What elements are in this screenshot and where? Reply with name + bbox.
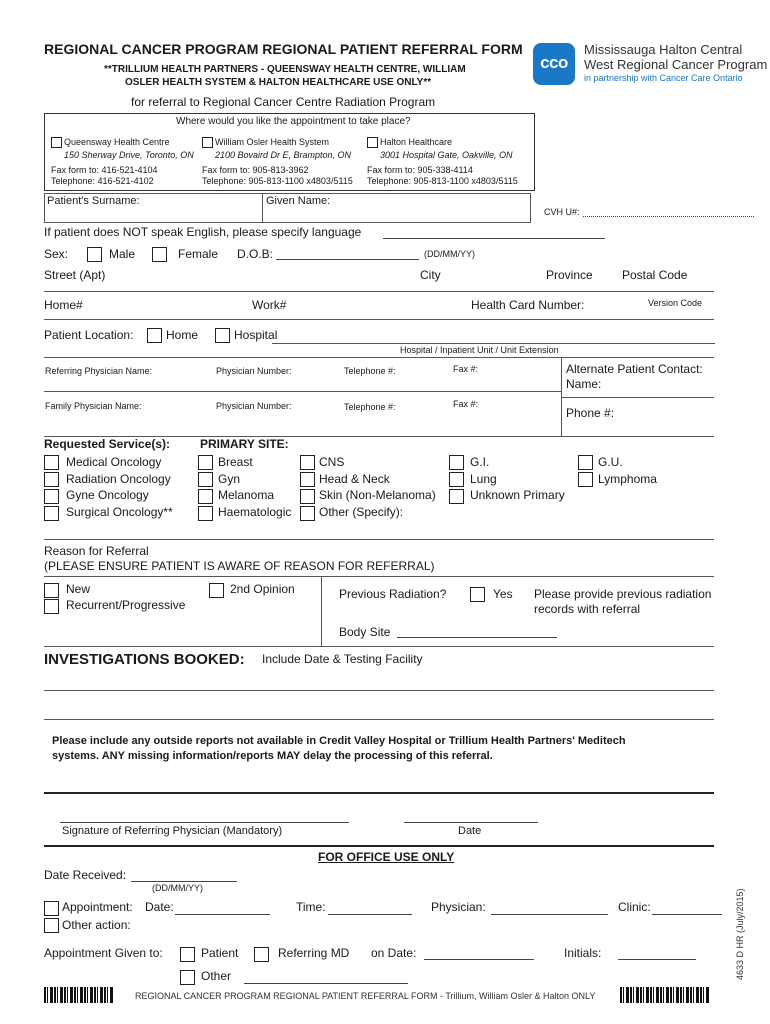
date-received-label: Date Received: bbox=[44, 868, 127, 882]
checkbox-given-patient[interactable] bbox=[180, 947, 195, 962]
footer-text: REGIONAL CANCER PROGRAM REGIONAL PATIENT REFERRAL FORM - Trillium, William Osler & Halton ONLY bbox=[135, 991, 596, 1001]
signature-field[interactable] bbox=[60, 822, 349, 823]
checkbox-gyne-oncology[interactable] bbox=[44, 489, 59, 504]
female-label: Female bbox=[178, 247, 219, 261]
site-halton-address: 3001 Hospital Gate, Oakville, ON bbox=[380, 150, 513, 160]
investigations-line-1[interactable] bbox=[44, 690, 714, 691]
site-halton-fax: Fax form to: 905-338-4114 bbox=[367, 165, 473, 175]
checkbox-previous-radiation-yes[interactable] bbox=[470, 587, 485, 602]
province-label: Province bbox=[546, 268, 593, 282]
service-radiation-oncology: Radiation Oncology bbox=[66, 472, 171, 486]
checkbox-second-opinion[interactable] bbox=[209, 583, 224, 598]
site-lung: Lung bbox=[470, 472, 497, 486]
street-label: Street (Apt) bbox=[44, 268, 106, 282]
appointment-physician-field[interactable] bbox=[491, 914, 608, 915]
referring-fax-label: Fax #: bbox=[453, 364, 479, 374]
site-cns: CNS bbox=[319, 455, 345, 469]
alt-contact-label: Alternate Patient Contact: bbox=[566, 362, 703, 376]
appointment-time-label: Time: bbox=[296, 900, 326, 914]
referring-telephone-label: Telephone #: bbox=[344, 366, 396, 376]
checkbox-medical-oncology[interactable] bbox=[44, 455, 59, 470]
body-site-label: Body Site bbox=[339, 625, 391, 639]
referring-physician-label: Referring Physician Name: bbox=[45, 366, 153, 376]
checkbox-appointment[interactable] bbox=[44, 901, 59, 916]
given-on-date-field[interactable] bbox=[424, 959, 534, 960]
cco-logo bbox=[533, 43, 575, 85]
subtitle-line2: OSLER HEALTH SYSTEM & HALTON HEALTHCARE USE ONLY** bbox=[125, 77, 432, 88]
provide-records-line1: Please provide previous radiation bbox=[534, 587, 712, 601]
checkbox-lymphoma[interactable] bbox=[578, 472, 593, 487]
reason-second-opinion-label: 2nd Opinion bbox=[230, 582, 295, 596]
site-osler-address: 2100 Bovaird Dr E, Brampton, ON bbox=[215, 150, 352, 160]
appointment-date-label: Date: bbox=[145, 900, 174, 914]
checkbox-gyn[interactable] bbox=[198, 472, 213, 487]
form-title: REGIONAL CANCER PROGRAM REGIONAL PATIENT REFERRAL FORM bbox=[44, 41, 523, 57]
given-other-field[interactable] bbox=[244, 983, 408, 984]
org-name-line2: West Regional Cancer Program bbox=[584, 57, 768, 72]
checkbox-halton[interactable] bbox=[367, 137, 378, 148]
alt-contact-phone-label: Phone #: bbox=[566, 406, 615, 420]
checkbox-location-hospital[interactable] bbox=[215, 328, 230, 343]
reason-recurrent-label: Recurrent/Progressive bbox=[66, 598, 186, 612]
other-action-label: Other action: bbox=[62, 918, 131, 932]
surname-label: Patient's Surname: bbox=[47, 195, 140, 207]
site-halton-name: Halton Healthcare bbox=[380, 137, 453, 147]
given-patient-label: Patient bbox=[201, 946, 239, 960]
checkbox-queensway[interactable] bbox=[51, 137, 62, 148]
checkbox-other-site[interactable] bbox=[300, 506, 315, 521]
family-telephone-label: Telephone #: bbox=[344, 402, 396, 412]
form-code-vertical: 4633 D HR (July/2015) bbox=[735, 888, 745, 980]
site-lymphoma: Lymphoma bbox=[598, 472, 657, 486]
family-fax-label: Fax #: bbox=[453, 399, 479, 409]
appointment-clinic-label: Clinic: bbox=[618, 900, 651, 914]
checkbox-female[interactable] bbox=[152, 247, 167, 262]
requested-services-label: Requested Service(s): bbox=[44, 437, 171, 451]
service-surgical-oncology: Surgical Oncology** bbox=[66, 505, 173, 519]
site-gyn: Gyn bbox=[218, 472, 241, 486]
investigations-line-2[interactable] bbox=[44, 719, 714, 720]
notice-line1: Please include any outside reports not available in Credit Valley Hospital or Trillium Health Partners' Meditech bbox=[52, 735, 626, 747]
home-phone-label: Home# bbox=[44, 298, 83, 312]
site-queensway-phone: Telephone: 416-521-4102 bbox=[51, 176, 154, 186]
dob-format: (DD/MM/YY) bbox=[424, 249, 475, 259]
city-label: City bbox=[420, 268, 441, 282]
site-unknown-primary: Unknown Primary bbox=[470, 488, 565, 502]
checkbox-haematologic[interactable] bbox=[198, 506, 213, 521]
provide-records-line2: records with referral bbox=[534, 602, 641, 616]
version-code-label: Version Code bbox=[648, 298, 703, 308]
signature-date-label: Date bbox=[458, 825, 482, 837]
dob-label: D.O.B: bbox=[237, 247, 274, 261]
initials-label: Initials: bbox=[564, 946, 602, 960]
site-skin: Skin (Non-Melanoma) bbox=[319, 488, 436, 502]
family-physician-label: Family Physician Name: bbox=[45, 401, 142, 411]
given-name-label: Given Name: bbox=[266, 195, 331, 207]
hospital-unit-label: Hospital / Inpatient Unit / Unit Extension bbox=[400, 345, 559, 355]
site-osler-phone: Telephone: 905-813-1100 x4803/5115 bbox=[202, 176, 353, 186]
given-on-date-label: on Date: bbox=[371, 946, 417, 960]
family-physician-number-label: Physician Number: bbox=[216, 401, 292, 411]
given-referring-md-label: Referring MD bbox=[278, 946, 350, 960]
initials-field[interactable] bbox=[618, 959, 696, 960]
postal-code-label: Postal Code bbox=[622, 268, 688, 282]
service-medical-oncology: Medical Oncology bbox=[66, 455, 162, 469]
site-other: Other (Specify): bbox=[319, 505, 404, 519]
cvh-field[interactable] bbox=[583, 216, 754, 217]
site-gi: G.I. bbox=[470, 455, 490, 469]
barcode-right bbox=[620, 987, 710, 1003]
language-field[interactable] bbox=[383, 238, 605, 239]
checkbox-location-home[interactable] bbox=[147, 328, 162, 343]
referring-physician-number-label: Physician Number: bbox=[216, 366, 292, 376]
site-gu: G.U. bbox=[598, 455, 623, 469]
signature-date-field[interactable] bbox=[404, 822, 538, 823]
checkbox-lung[interactable] bbox=[449, 472, 464, 487]
cvh-label: CVH U#: bbox=[544, 207, 580, 217]
site-halton-phone: Telephone: 905-813-1100 x4803/5115 bbox=[367, 176, 518, 186]
health-card-label: Health Card Number: bbox=[471, 298, 585, 312]
checkbox-cns[interactable] bbox=[300, 455, 315, 470]
location-home-label: Home bbox=[166, 328, 199, 342]
given-name-field[interactable] bbox=[265, 208, 529, 222]
appointment-clinic-field[interactable] bbox=[652, 914, 722, 915]
checkbox-male[interactable] bbox=[87, 247, 102, 262]
appointment-label: Appointment: bbox=[62, 900, 133, 914]
checkbox-skin[interactable] bbox=[300, 489, 315, 504]
site-osler-fax: Fax form to: 905-813-3962 bbox=[202, 165, 309, 175]
checkbox-melanoma[interactable] bbox=[198, 489, 213, 504]
site-head-neck: Head & Neck bbox=[319, 472, 390, 486]
referral-purpose: for referral to Regional Cancer Centre Radiation Program bbox=[131, 95, 436, 109]
subtitle-line1: **TRILLIUM HEALTH PARTNERS - QUEENSWAY HEALTH CENTRE, WILLIAM bbox=[104, 64, 466, 75]
checkbox-other-action[interactable] bbox=[44, 918, 59, 933]
cco-logo-text: cco bbox=[540, 53, 568, 72]
reason-label: Reason for Referral bbox=[44, 544, 149, 558]
barcode-left bbox=[44, 987, 114, 1003]
notice-line2: systems. ANY missing information/reports MAY delay the processing of this referral. bbox=[52, 750, 493, 762]
body-site-field[interactable] bbox=[397, 637, 557, 638]
location-hospital-label: Hospital bbox=[234, 328, 278, 342]
dob-field[interactable] bbox=[276, 259, 419, 260]
sex-label: Sex: bbox=[44, 247, 69, 261]
work-phone-label: Work# bbox=[252, 298, 287, 312]
previous-radiation-label: Previous Radiation? bbox=[339, 587, 447, 601]
given-to-label: Appointment Given to: bbox=[44, 946, 163, 960]
appointment-physician-label: Physician: bbox=[431, 900, 486, 914]
checkbox-unknown-primary[interactable] bbox=[449, 489, 464, 504]
reason-new-label: New bbox=[66, 582, 91, 596]
site-queensway-address: 150 Sherway Drive, Toronto, ON bbox=[64, 150, 194, 160]
site-osler-name: William Osler Health System bbox=[215, 137, 330, 147]
investigations-label: INVESTIGATIONS BOOKED: bbox=[44, 651, 245, 668]
surname-field[interactable] bbox=[46, 208, 260, 222]
given-other-label: Other bbox=[201, 969, 232, 983]
checkbox-given-referring-md[interactable] bbox=[254, 947, 269, 962]
signature-label: Signature of Referring Physician (Mandatory) bbox=[62, 825, 283, 837]
checkbox-head-neck[interactable] bbox=[300, 472, 315, 487]
male-label: Male bbox=[109, 247, 136, 261]
checkbox-osler[interactable] bbox=[202, 137, 213, 148]
checkbox-breast[interactable] bbox=[198, 455, 213, 470]
checkbox-recurrent[interactable] bbox=[44, 599, 59, 614]
site-melanoma: Melanoma bbox=[218, 488, 275, 502]
primary-site-label: PRIMARY SITE: bbox=[200, 437, 289, 451]
reason-aware-note: (PLEASE ENSURE PATIENT IS AWARE OF REASON FOR REFERRAL) bbox=[44, 559, 435, 573]
checkbox-gi[interactable] bbox=[449, 455, 464, 470]
location-question: Where would you like the appointment to take place? bbox=[176, 116, 411, 127]
site-breast: Breast bbox=[218, 455, 253, 469]
org-name-line3: in partnership with Cancer Care Ontario bbox=[584, 73, 743, 83]
checkbox-surgical-oncology[interactable] bbox=[44, 506, 59, 521]
site-queensway-fax: Fax form to: 416-521-4104 bbox=[51, 165, 158, 175]
org-name-line1: Mississauga Halton Central bbox=[584, 42, 743, 57]
investigations-hint: Include Date & Testing Facility bbox=[262, 652, 423, 666]
appointment-date-field[interactable] bbox=[175, 914, 270, 915]
service-gyne-oncology: Gyne Oncology bbox=[66, 488, 149, 502]
date-received-format: (DD/MM/YY) bbox=[152, 883, 203, 893]
site-haematologic: Haematologic bbox=[218, 505, 292, 519]
patient-location-label: Patient Location: bbox=[44, 328, 134, 342]
office-use-heading: FOR OFFICE USE ONLY bbox=[318, 850, 455, 864]
appointment-time-field[interactable] bbox=[328, 914, 412, 915]
date-received-field[interactable] bbox=[131, 881, 237, 882]
checkbox-new[interactable] bbox=[44, 583, 59, 598]
checkbox-gu[interactable] bbox=[578, 455, 593, 470]
checkbox-radiation-oncology[interactable] bbox=[44, 472, 59, 487]
alt-contact-name-label: Name: bbox=[566, 377, 602, 391]
checkbox-given-other[interactable] bbox=[180, 970, 195, 985]
site-queensway-name: Queensway Health Centre bbox=[64, 137, 170, 147]
previous-radiation-yes-label: Yes bbox=[493, 587, 513, 601]
language-label: If patient does NOT speak English, please specify language bbox=[44, 225, 362, 239]
